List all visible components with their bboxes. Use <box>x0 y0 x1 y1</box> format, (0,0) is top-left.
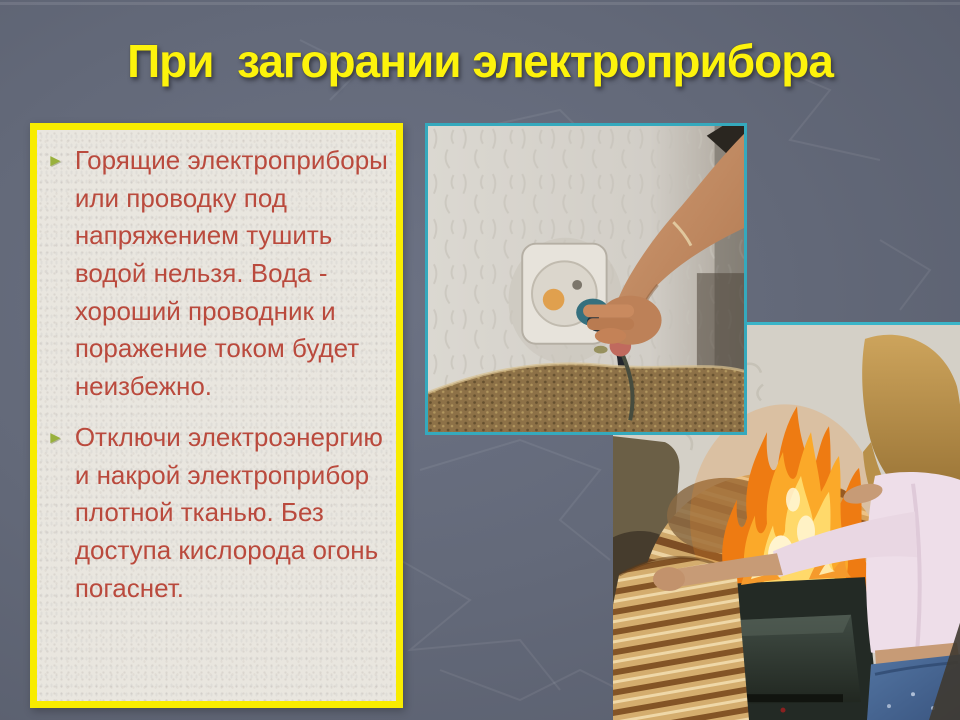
bullet-item <box>47 142 390 406</box>
bullet-item <box>47 419 390 607</box>
triangle-bullet-icon: ► <box>47 151 64 170</box>
photo-unplugging-socket <box>425 123 747 435</box>
triangle-bullet-icon: ► <box>47 427 64 447</box>
bullet-list <box>37 130 396 607</box>
slide-title: При загорании электроприбора <box>127 35 833 87</box>
text-box <box>30 123 403 708</box>
bullet-text: Горящие электроприборы или проводку под напряжением тушить водой нельзя. Вода - хороший проводник и поражение током будет неизбежно. <box>74 145 388 402</box>
bullet-text: Отключи электроэнергию и накрой электроприбор плотной тканью. Без доступа кислорода огонь погаснет. <box>74 421 383 603</box>
top-edge-highlight <box>0 2 960 5</box>
